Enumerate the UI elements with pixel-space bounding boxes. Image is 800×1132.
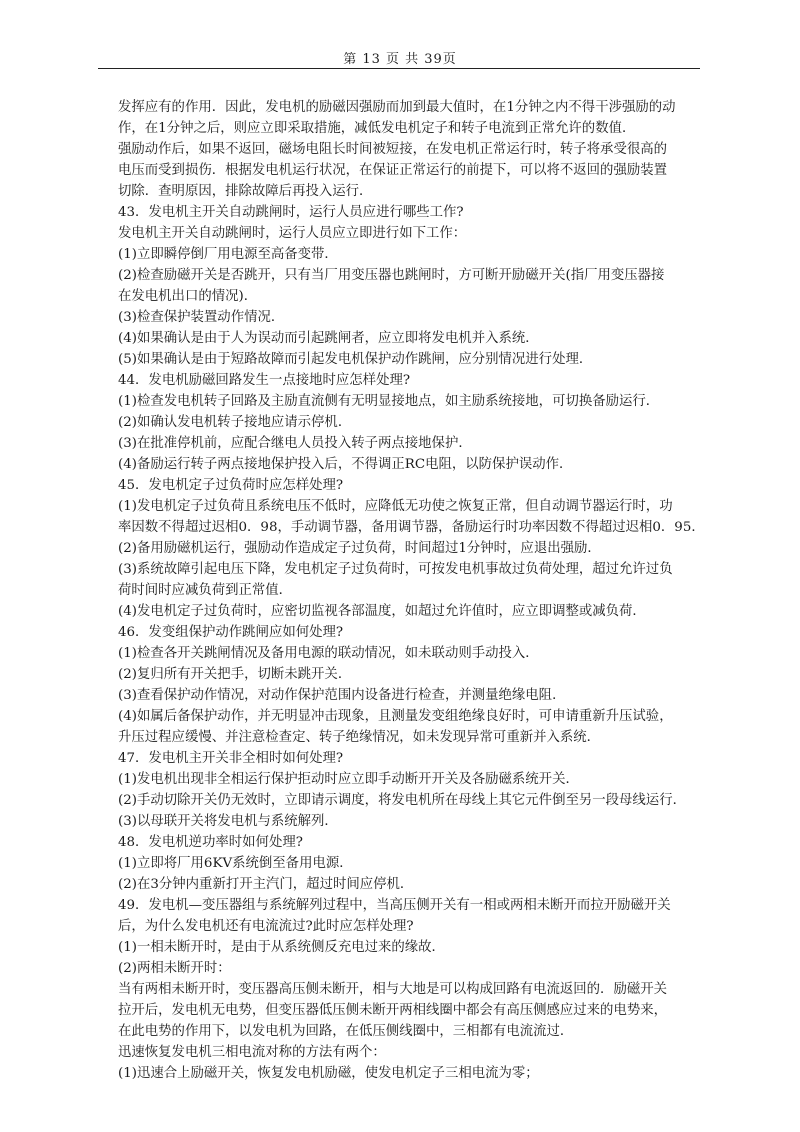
document-body: [118, 97, 708, 1084]
text-line: 拉开后，发电机无电势，但变压器低压侧未断开两相线圈中都会有高压侧感应过来的电势来，: [118, 1003, 668, 1018]
text-line: (1)检查各开关跳闸情况及备用电源的联动情况，如未联动则手动投入．: [118, 646, 539, 661]
text-line: (3)在批准停机前，应配合继电人员投入转子两点接地保护．: [118, 436, 472, 451]
text-line: (1)立即将厂用6KV系统倒至备用电源．: [118, 856, 353, 871]
text-line: 发挥应有的作用．因此，发电机的励磁因强励而加到最大值时，在1分钟之内不得干涉强励的动: [118, 100, 676, 115]
text-line: (3)检查保护装置动作情况．: [118, 310, 285, 325]
question-heading: 47．发电机主开关非全相时如何处理?: [118, 751, 344, 766]
text-line: 当有两相未断开时，变压器高压侧未断开，相与大地是可以构成回路有电流返回的．励磁开关: [118, 982, 668, 997]
text-line: (2)两相未断开时：: [118, 961, 231, 976]
question-heading: 46．发变组保护动作跳闸应如何处理?: [118, 625, 344, 640]
text-line: (3)以母联开关将发电机与系统解列．: [118, 814, 338, 829]
text-line: (2)手动切除开关仍无效时，立即请示调度，将发电机所在母线上其它元件倒至另一段母线运行．: [118, 793, 686, 808]
header-divider: [98, 68, 700, 69]
text-line: 作，在1分钟之后，则应立即采取措施，减低发电机定子和转子电流到正常允许的数值．: [118, 121, 636, 136]
page-number-header: 第 13 页 共 39页: [343, 52, 457, 67]
text-line: (1)发电机定子过负荷且系统电压不低时，应降低无功使之恢复正常，但自动调节器运行时，功: [118, 499, 673, 514]
text-line: (4)如属后备保护动作，并无明显冲击现象，且测量发变组绝缘良好时，可申请重新升压试验，: [118, 709, 673, 724]
text-line: (1)迅速合上励磁开关，恢复发电机励磁，使发电机定子三相电流为零；: [118, 1066, 539, 1081]
text-line: 荷时间时应减负荷到正常值．: [118, 583, 293, 598]
text-line: (1)立即瞬停倒厂用电源至高备变带．: [118, 247, 338, 262]
question-heading: 48．发电机逆功率时如何处理?: [118, 835, 303, 850]
text-line: 电压而受到损伤．根据发电机运行状况，在保证正常运行的前提下，可以将不返回的强励装置: [118, 163, 668, 178]
text-line: 后，为什么发电机还有电流流过?此时应怎样处理?: [118, 919, 414, 934]
text-line: (2)在3分钟内重新打开主汽门，超过时间应停机．: [118, 877, 414, 892]
question-heading: 49．发电机—变压器组与系统解列过程中，当高压侧开关有一相或两相未断开而拉开励磁开关: [118, 898, 671, 913]
text-line: (4)发电机定子过负荷时，应密切监视各部温度，如超过允许值时，应立即调整或减负荷．: [118, 604, 646, 619]
text-line: (4)备励运行转子两点接地保护投入后，不得调正RC电阻，以防保护误动作．: [118, 457, 573, 472]
text-line: (1)发电机出现非全相运行保护拒动时应立即手动断开开关及各励磁系统开关．: [118, 772, 579, 787]
text-line: 升压过程应缓慢、并注意检查定、转子绝缘情况，如未发现异常可重新并入系统．: [118, 730, 601, 745]
text-line: 率因数不得超过迟相0．98，手动调节器，备用调节器，备励运行时功率因数不得超过迟相0．95．: [118, 520, 705, 535]
text-line: 发电机主开关自动跳闸时，运行人员应立即进行如下工作：: [118, 226, 467, 241]
text-line: 在此电势的作用下，以发电机为回路，在低压侧线圈中，三相都有电流流过．: [118, 1024, 574, 1039]
text-line: (2)备用励磁机运行，强励动作造成定子过负荷，时间超过1分钟时，应退出强励．: [118, 541, 601, 556]
text-line: 在发电机出口的情况)．: [118, 289, 258, 304]
text-line: (4)如果确认是由于人为误动而引起跳闸者，应立即将发电机并入系统．: [118, 331, 539, 346]
text-line: (2)检查励磁开关是否跳开，只有当厂用变压器也跳闸时，方可断开励磁开关(指厂用变压器接: [118, 268, 665, 283]
text-line: (1)一相未断开时，是由于从系统侧反充电过来的缘故．: [118, 940, 445, 955]
question-heading: 43．发电机主开关自动跳闸时，运行人员应进行哪些工作?: [118, 205, 464, 220]
text-line: 强励动作后，如果不返回，磁场电阻长时间被短接，在发电机正常运行时，转子将承受很高的: [118, 142, 668, 157]
text-line: (2)如确认发电机转子接地应请示停机．: [118, 415, 352, 430]
text-line: (1)检查发电机转子回路及主励直流侧有无明显接地点，如主励系统接地，可切换备励运行．: [118, 394, 660, 409]
text-line: 切除．查明原因，排除故障后再投入运行．: [118, 184, 373, 199]
text-line: (5)如果确认是由于短路故障而引起发电机保护动作跳闸，应分别情况进行处理．: [118, 352, 593, 367]
text-line: (2)复归所有开关把手，切断未跳开关．: [118, 667, 352, 682]
question-heading: 45．发电机定子过负荷时应怎样处理?: [118, 478, 344, 493]
text-line: (3)查看保护动作情况，对动作保护范围内设备进行检查，并测量绝缘电阻．: [118, 688, 566, 703]
text-line: (3)系统故障引起电压下降，发电机定子过负荷时，可按发电机事故过负荷处理，超过允许过负: [118, 562, 673, 577]
question-heading: 44．发电机励磁回路发生一点接地时应怎样处理?: [118, 373, 411, 388]
text-line: 迅速恢复发电机三相电流对称的方法有两个：: [118, 1045, 386, 1060]
